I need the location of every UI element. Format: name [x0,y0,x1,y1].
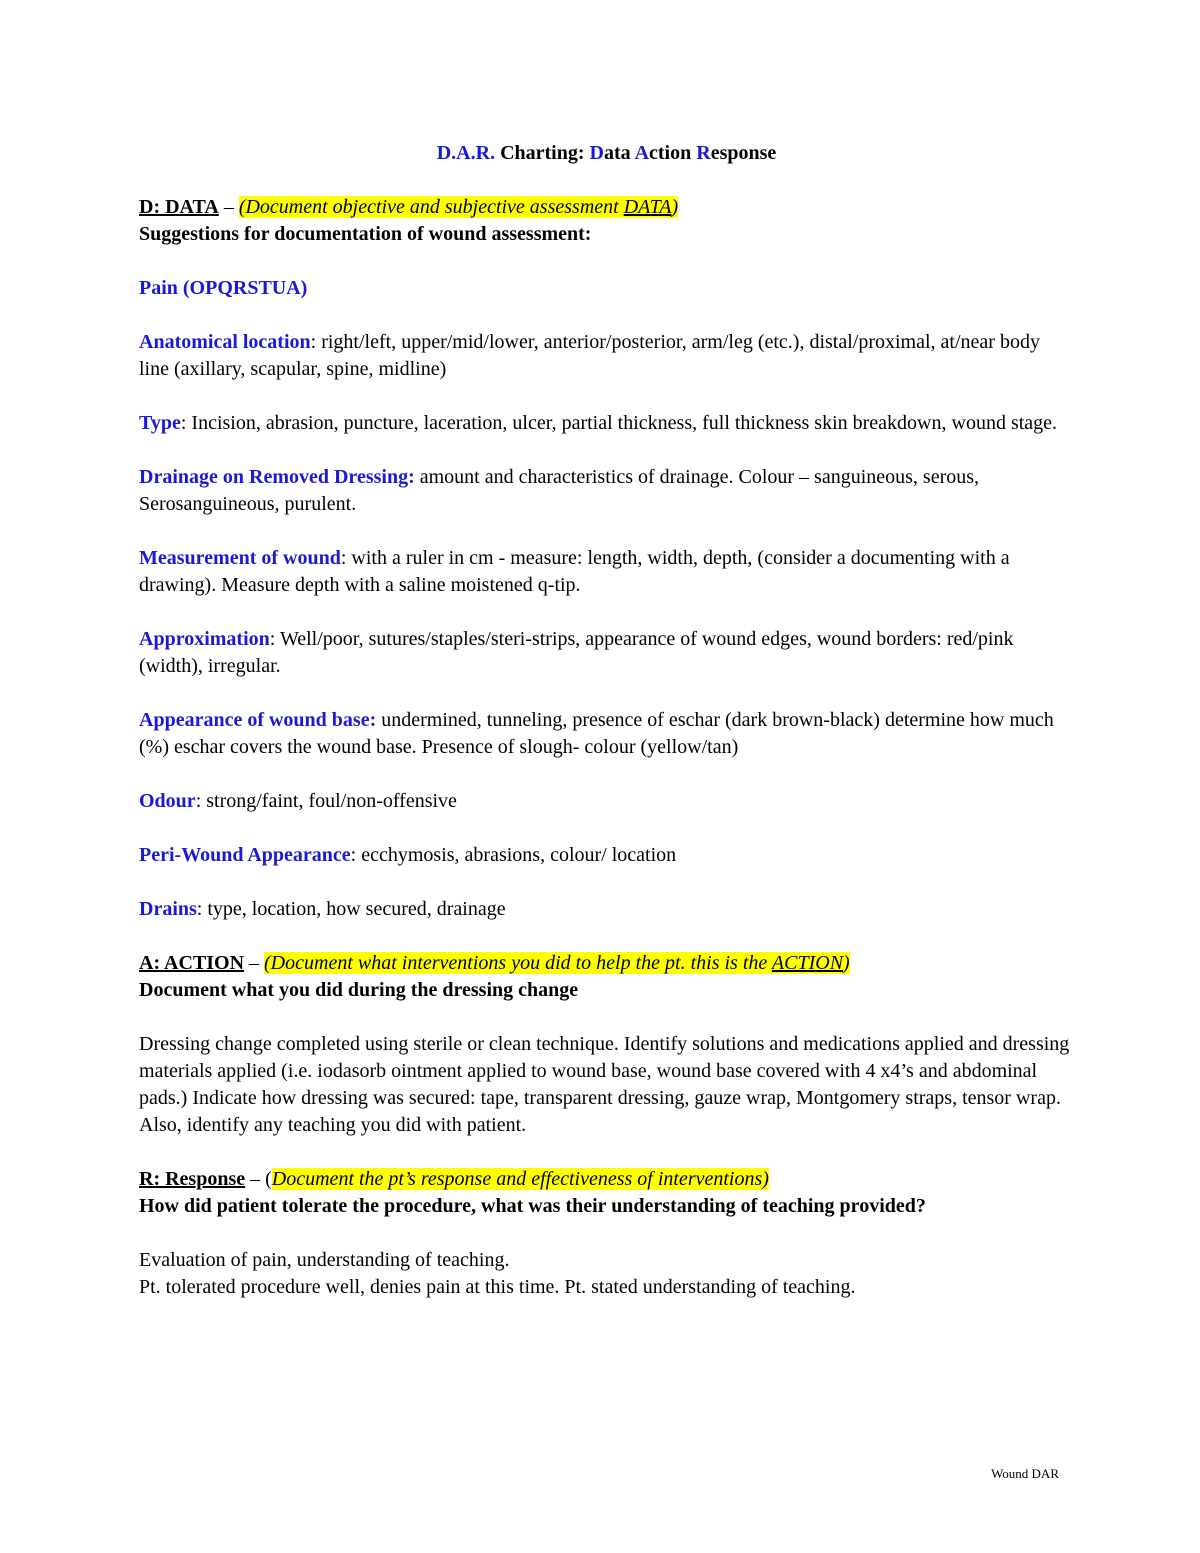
action-note-word: ACTION [771,952,844,974]
action-body: Dressing change completed using sterile or clean technique. Identify solutions and medications applied and dressing materials applied (i.e. iodasorb ointment applied to wound base, wound base covered with 4 x4’s and abdominal pads.) Indicate how dressing was secured: tape, transparent dressing, gauze wrap, Montgomery straps, tensor wrap. Also, identify any teaching you did with patient. [139,1033,1070,1136]
item-text: : right/left, upper/mid/lower, anterior/posterior, arm/leg (etc.), distal/proximal, at/near body line (axillary, scapular, spine, midline) [139,331,1040,380]
item-text: : Well/poor, sutures/staples/steri-strips, appearance of wound edges, wound borders: red/pink (width), irregular. [139,628,1014,677]
page-title [139,140,1074,167]
item-type [139,410,1074,437]
title-letter-r: R [696,142,711,164]
item-label: Type [139,412,181,434]
data-note-pre: (Document objective and subjective assessment [238,196,624,218]
response-line-1: Evaluation of pain, understanding of teaching. [139,1249,510,1271]
item-label: Drains [139,898,197,920]
item-label: Odour [139,790,196,812]
response-heading: R: Response [139,1168,246,1190]
item-label: Peri-Wound Appearance [139,844,351,866]
data-note-word: DATA [623,196,672,218]
item-text: : strong/faint, foul/non-offensive [195,790,457,812]
data-dash: – [218,196,239,218]
item-text: : type, location, how secured, drainage [196,898,506,920]
item-odour [139,788,1074,815]
item-label: Measurement of wound [139,547,341,569]
action-heading-line [139,950,1074,977]
item-peri-wound [139,842,1074,869]
item-label: Drainage on Removed Dressing: [139,466,415,488]
title-word-action: ction [649,142,692,164]
item-label: Approximation [139,628,270,650]
item-measurement [139,545,1074,599]
item-text: undermined, tunneling, presence of eschar (dark brown-black) determine how much (%) eschar covers the wound base. Presence of slough- colour (yellow/tan) [139,709,1054,758]
action-heading: A: ACTION [139,952,245,974]
response-line-2: Pt. tolerated procedure well, denies pain at this time. Pt. stated understanding of teaching. [139,1276,856,1298]
item-label: Anatomical location [139,331,311,353]
item-anatomical-location [139,329,1074,383]
title-word-data: ata [603,142,631,164]
item-approximation [139,626,1074,680]
action-note-pre: (Document what interventions you did to help the pt. this is the [264,952,772,974]
action-note [264,952,850,974]
item-wound-base [139,707,1074,761]
item-drainage [139,464,1074,518]
data-note [239,196,678,218]
data-heading: D: DATA [139,196,219,218]
item-text: : with a ruler in cm - measure: length, width, depth, (consider a documenting with a drawing). Measure depth with a saline moistened q-tip. [139,547,1010,596]
response-heading-line [139,1166,1074,1193]
action-note-post: ) [843,952,850,974]
data-subheading: Suggestions for documentation of wound assessment: [139,223,592,245]
data-note-post: ) [671,196,679,218]
title-charting: Charting: [500,142,585,164]
response-note-post: ) [762,1168,769,1190]
item-text: : ecchymosis, abrasions, colour/ location [350,844,677,866]
response-note: Document the pt’s response and effectiveness of interventions [271,1168,763,1190]
data-heading-line [139,194,1074,221]
document-page [139,140,1074,1301]
response-dash: – ( [245,1168,272,1190]
action-dash: – [244,952,265,974]
item-text: : Incision, abrasion, puncture, laceration, ulcer, partial thickness, full thickness skin breakdown, wound stage. [180,412,1058,434]
title-word-response: esponse [710,142,777,164]
pain-heading: Pain (OPQRSTUA) [139,277,308,299]
title-abbr: D.A.R. [436,142,496,164]
action-subheading: Document what you did during the dressing change [139,979,579,1001]
response-subheading: How did patient tolerate the procedure, what was their understanding of teaching provided? [139,1195,926,1217]
item-text: amount and characteristics of drainage. Colour – sanguineous, serous, Serosanguineous, purulent. [139,466,980,515]
item-label: Appearance of wound base: [139,709,377,731]
item-drains [139,896,1074,923]
title-letter-a: A [634,142,650,164]
page-footer: Wound DAR [991,1466,1059,1481]
title-letter-d: D [589,142,604,164]
